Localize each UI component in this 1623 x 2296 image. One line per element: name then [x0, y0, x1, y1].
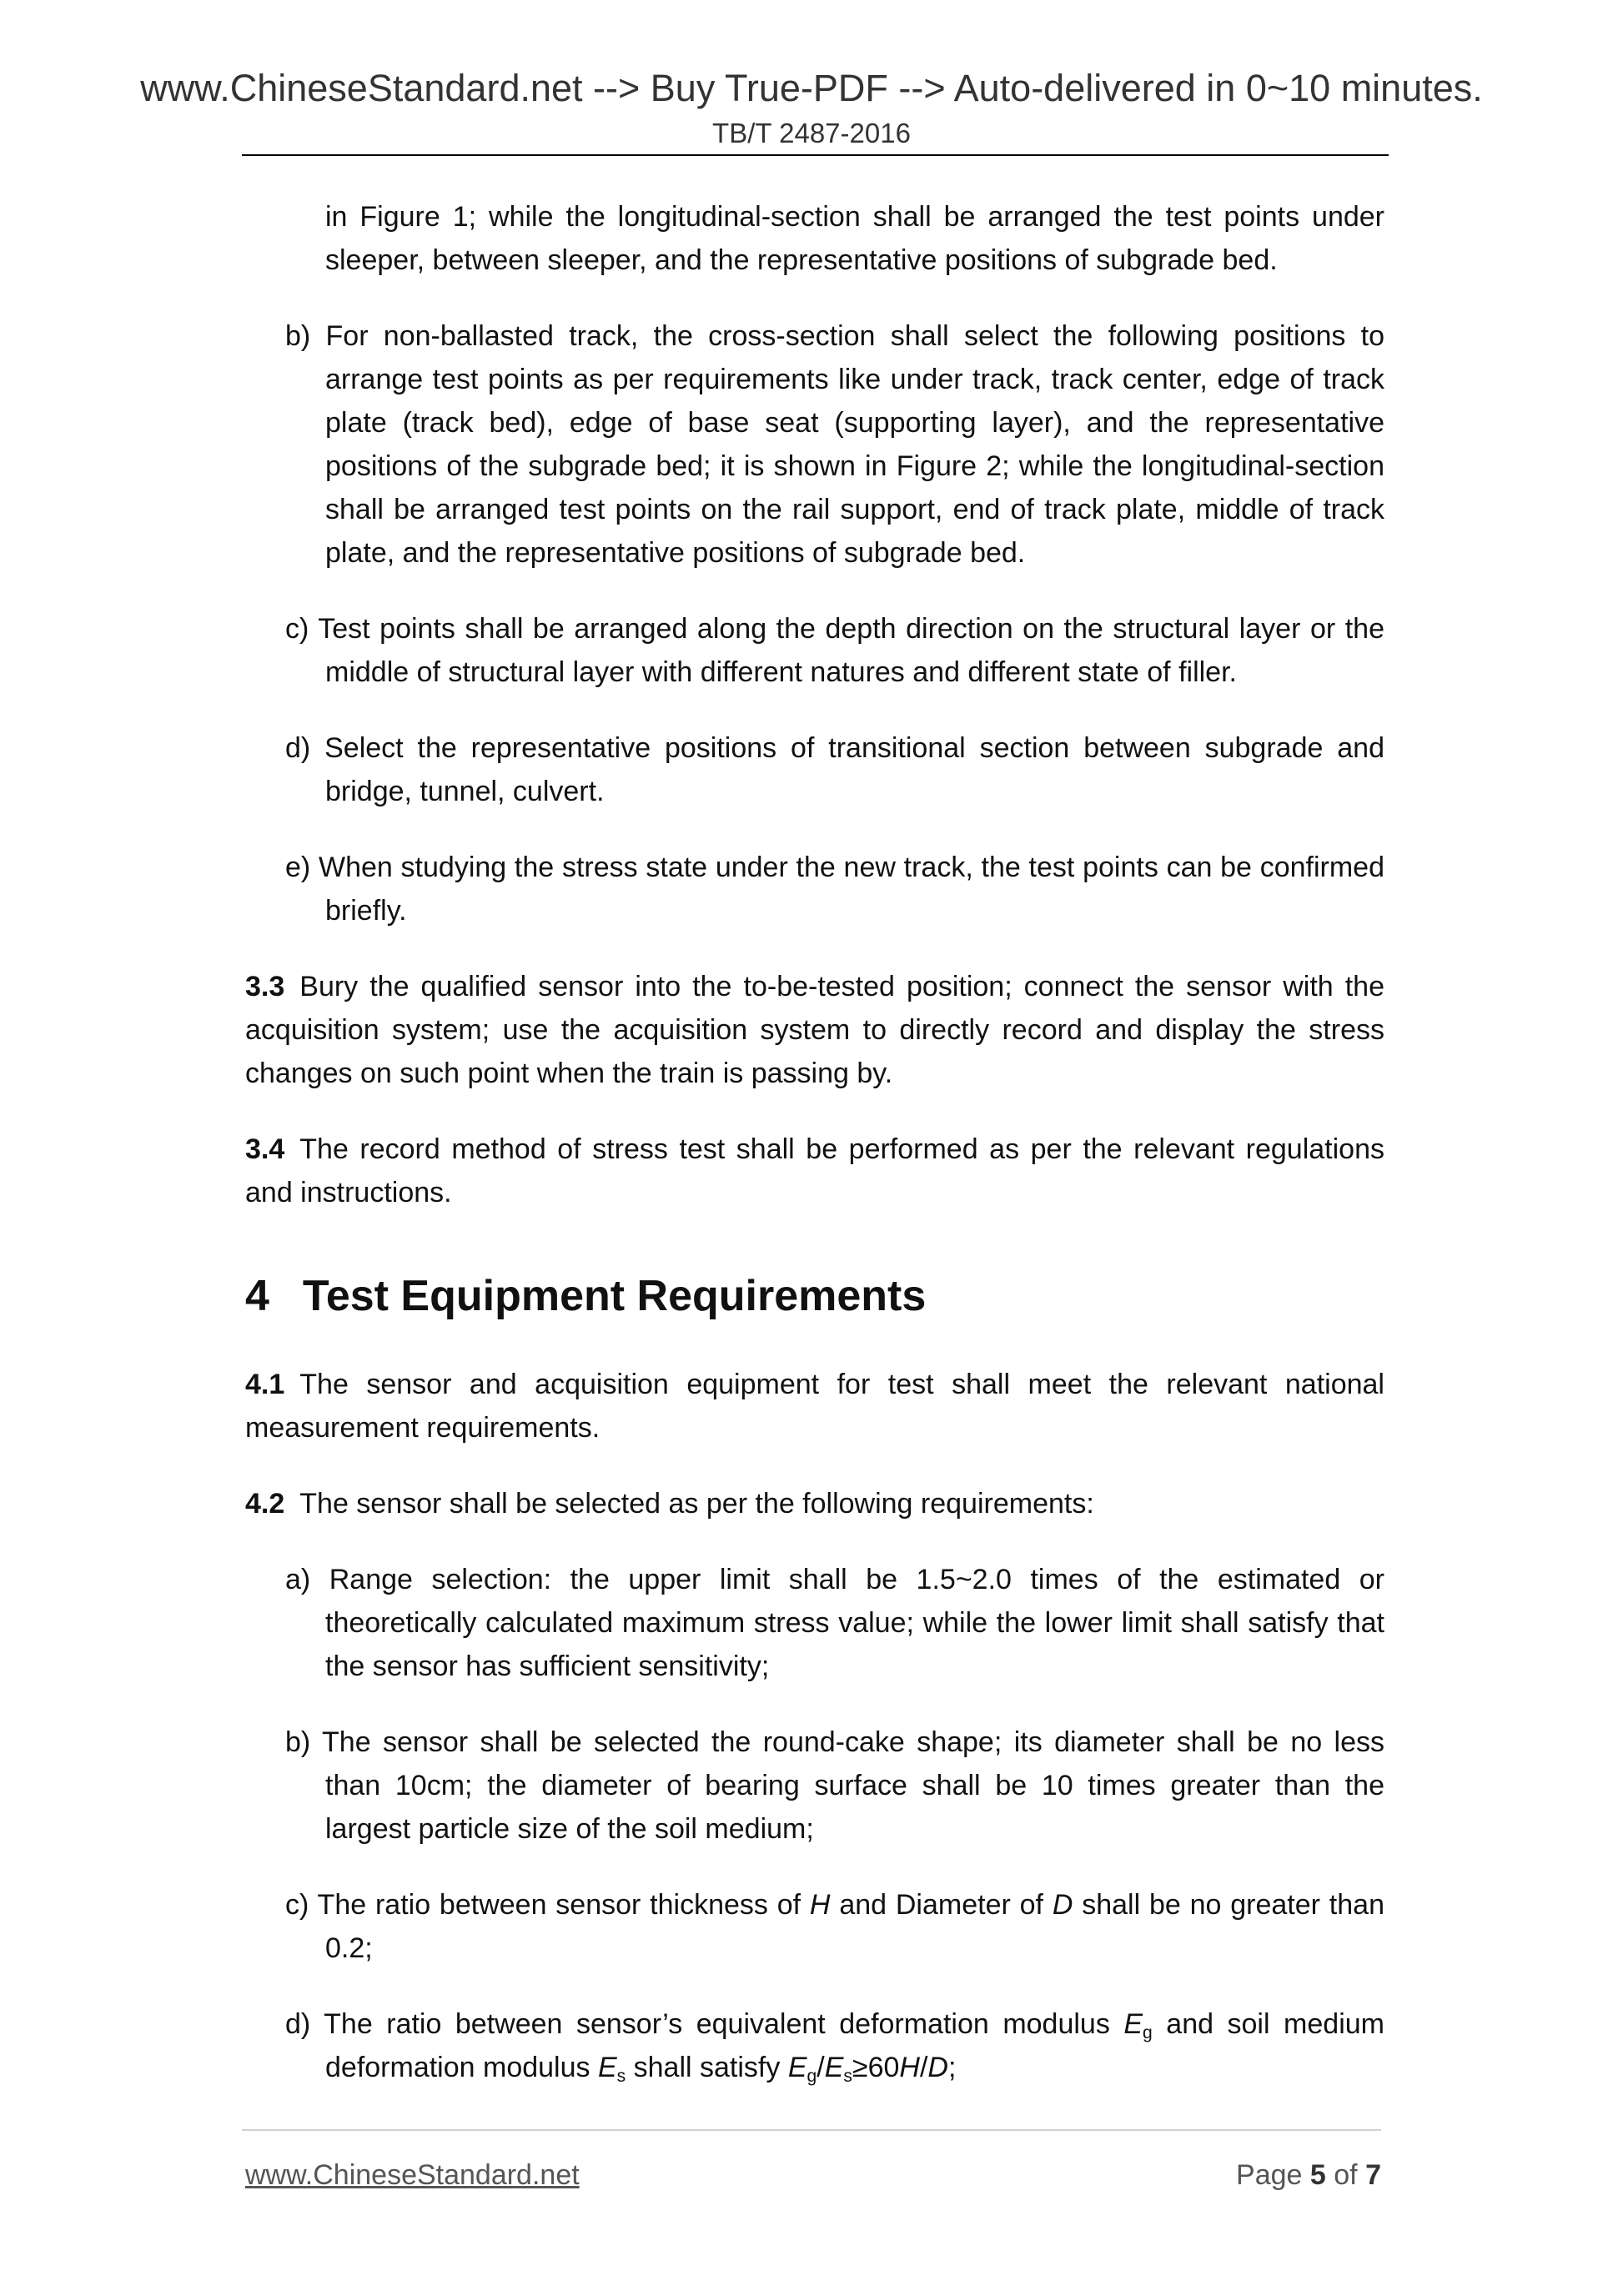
list-text: shall be no greater than 0.2; — [325, 1889, 1384, 1964]
subscript-s: s — [843, 2067, 852, 2086]
symbol-E: E — [824, 2052, 844, 2083]
list-marker: b) — [285, 320, 311, 352]
page-current: 5 — [1309, 2159, 1326, 2191]
section-title: Test Equipment Requirements — [302, 1272, 927, 1320]
list-item-4-2-c — [245, 1883, 1384, 1970]
symbol-H: H — [899, 2052, 920, 2083]
subscript-g: g — [1143, 2023, 1153, 2042]
page-middle: of — [1325, 2159, 1366, 2191]
list-item-3-2-e — [245, 846, 1384, 932]
clause-number: 3.3 — [245, 971, 285, 1002]
formula-end: ; — [947, 2052, 957, 2083]
page-content — [245, 195, 1384, 2122]
list-item-3-2-b — [245, 314, 1384, 575]
subscript-g: g — [806, 2067, 817, 2086]
list-text: The sensor shall be selected the round-cake shape; its diameter shall be no less than 10cm; the diameter of bearing surface shall be 10 times greater than the largest particle size of the soil medium; — [322, 1726, 1384, 1845]
list-marker: e) — [285, 852, 311, 883]
page-prefix: Page — [1236, 2159, 1310, 2191]
section-heading — [245, 1269, 1384, 1323]
list-marker: c) — [285, 613, 309, 645]
formula-slash: / — [919, 2052, 928, 2083]
symbol-E: E — [1123, 2008, 1143, 2040]
clause-text: Bury the qualified sensor into the to-be-tested position; connect the sensor with the acquisition system; use the acquisition system to directly record and display the stress changes on such point when the train is passing by. — [245, 971, 1384, 1089]
subscript-s: s — [616, 2067, 626, 2086]
list-text: For non-ballasted track, the cross-section shall select the following positions to arrange test points as per requirements like under track, track center, edge of track plate (track bed), edge of base seat (supporting layer), and the representative positions of the subgrade bed; it is shown in Figure 2; while the longitudinal-section shall be arranged test points on the rail support, end of track plate, middle of track plate, and the representative positions of subgrade bed. — [325, 320, 1384, 569]
list-text: Test points shall be arranged along the depth direction on the structural layer or the middle of structural layer with different natures and different state of filler. — [318, 613, 1384, 688]
list-item-3-2-c — [245, 607, 1384, 694]
clause-3-3 — [245, 965, 1384, 1095]
symbol-E: E — [597, 2052, 617, 2083]
list-text: Range selection: the upper limit shall be 1.5~2.0 times of the estimated or theoretically calculated maximum stress value; while the lower limit shall satisfy that the sensor has sufficient sensitivity; — [325, 1564, 1384, 1682]
standard-code: TB/T 2487-2016 — [712, 118, 911, 148]
symbol-D: D — [927, 2052, 948, 2083]
clause-4-1 — [245, 1363, 1384, 1449]
clause-number: 4.2 — [245, 1488, 285, 1520]
page-number — [1236, 2158, 1381, 2192]
footer-divider — [242, 2129, 1381, 2131]
list-text: When studying the stress state under the new track, the test points can be confirmed briefly. — [318, 852, 1384, 927]
list-item-3-2-d — [245, 726, 1384, 813]
list-marker: c) — [285, 1889, 309, 1921]
list-text: and soil medium deformation modulus — [325, 2008, 1384, 2083]
header-banner: www.ChineseStandard.net --> Buy True-PDF --> Auto-delivered in 0~10 minutes. — [140, 67, 1483, 109]
list-text: shall satisfy — [626, 2052, 788, 2083]
list-marker: b) — [285, 1726, 311, 1758]
symbol-H: H — [809, 1889, 831, 1921]
list-item-4-2-a — [245, 1558, 1384, 1688]
list-marker: d) — [285, 732, 311, 764]
list-item-4-2-d — [245, 2002, 1384, 2089]
list-text: The ratio between sensor’s equivalent deformation modulus — [324, 2008, 1124, 2040]
list-text: and Diameter of — [830, 1889, 1053, 1921]
footer-site-link[interactable]: www.ChineseStandard.net — [245, 2159, 580, 2191]
list-marker: d) — [285, 2008, 311, 2040]
section-number: 4 — [245, 1272, 269, 1320]
list-text: The ratio between sensor thickness of — [317, 1889, 810, 1921]
clause-3-4 — [245, 1128, 1384, 1214]
intro-continuation: in Figure 1; while the longitudinal-section shall be arranged the test points under sleeper, between sleeper, and the representative positions of subgrade bed. — [325, 201, 1384, 276]
clause-text: The record method of stress test shall be performed as per the relevant regulations and instructions. — [245, 1133, 1384, 1208]
list-marker: a) — [285, 1564, 311, 1595]
symbol-E: E — [787, 2052, 807, 2083]
symbol-D: D — [1052, 1889, 1073, 1921]
clause-text: The sensor and acquisition equipment for test shall meet the relevant national measurement requirements. — [245, 1369, 1384, 1444]
clause-4-2 — [245, 1482, 1384, 1525]
list-text: Select the representative positions of transitional section between subgrade and bridge, tunnel, culvert. — [324, 732, 1384, 807]
page-total: 7 — [1365, 2159, 1381, 2191]
list-item-4-2-b — [245, 1721, 1384, 1851]
clause-number: 3.4 — [245, 1133, 285, 1165]
formula-ge: ≥60 — [852, 2052, 900, 2083]
clause-text: The sensor shall be selected as per the following requirements: — [299, 1488, 1094, 1520]
clause-number: 4.1 — [245, 1369, 285, 1400]
formula-slash: / — [817, 2052, 825, 2083]
header-divider — [242, 154, 1389, 156]
